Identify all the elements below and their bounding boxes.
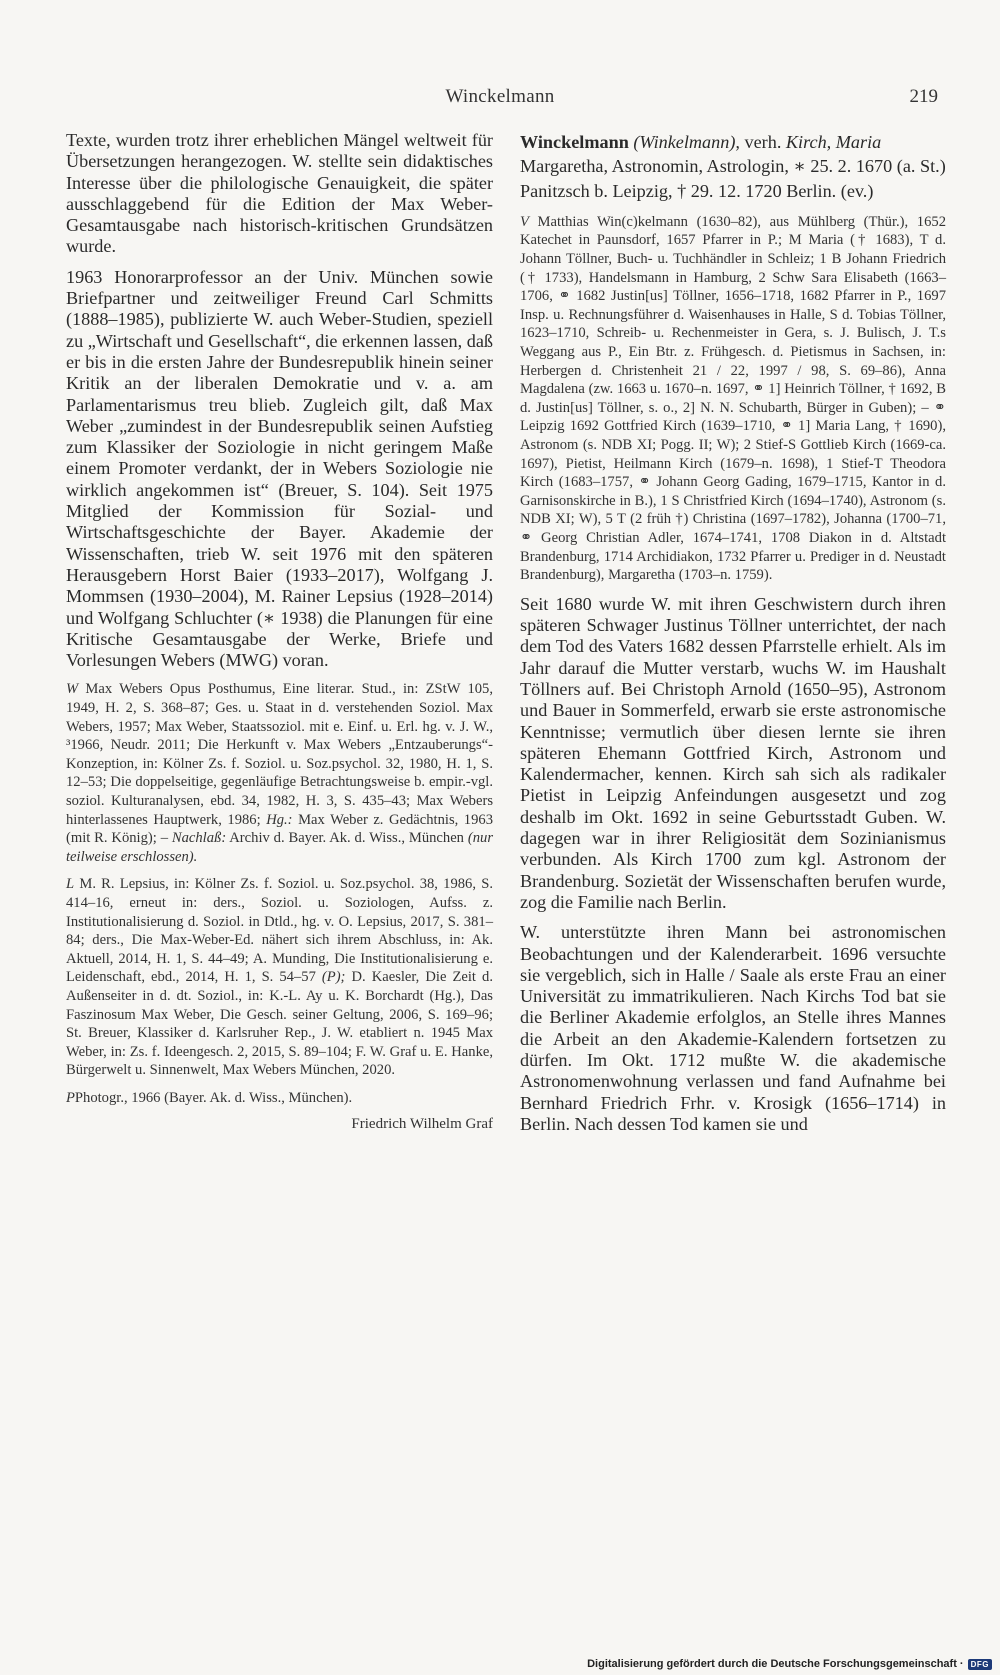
estate-label: Nachlaß: — [171, 830, 227, 847]
entry-name: Winckelmann — [520, 132, 629, 152]
literature-label: L — [66, 876, 75, 893]
literature-text: D. Kaesler, Die Zeit d. Außenseiter in d. dt. Soziol., in: K.-L. Ay u. K. Borchardt (Hg.), Das Faszinosum Max Weber, Die Gesch. seiner Geltung, 2006, S. 169–96; St. Breuer, Klassiker d. Karlsruher Rep., J. W. etabliert n. 1945 Max Weber, in: Zs. f. Ideengesch. 2, 2015, S. 89–104; F. W. Graf u. E. Hanke, Bürgerwelt u. Sinnenwelt, Max Webers München, 2020. — [66, 969, 493, 1079]
editor-text: Max Weber z. Gedächtnis, 1963 (mit R. König); – — [66, 811, 493, 847]
entry-verh: verh. — [744, 132, 782, 152]
portrait-text: Photogr., 1966 (Bayer. Ak. d. Wiss., München). — [74, 1089, 353, 1106]
genealogy-label: V — [520, 213, 529, 230]
genealogy-text: Matthias Win(c)kelmann (1630–82), aus Mühlberg (Thür.), 1652 Katechet in Paunsdorf, 1657 Pfarrer in P.; M Maria († 1683), T d. Johann Töllner, Buch- u. Tuchhändler in Schleiz; 1 B Johann Friedrich († 1733), Handelsmann in Hamburg, 2 Schw Sara Elisabeth (1663–1706, ⚭ 1682 Justin[us] Töllner, 1656–1718, 1682 Pfarrer in P., 1697 Insp. u. Rechnungsführer d. Waisenhauses in Halle, S d. Tobias Töllner, 1623–1710, Schreib- u. Rechenmeister in Gera, s. J. Bulisch, J. T.s Weggang aus P., Ein Btr. z. Frühgesch. d. Pietismus in Sachsen, in: Herbergen d. Christenheit 21 / 22, 1997 / 98, S. 69–86), Anna Magdalena (zw. 1663 u. 1670–n. 1697, ⚭ 1] Heinrich Töllner, † 1692, B d. Justin[us] Töllner, s. o., 2] N. N. Schubarth, Bürger in Guben); – ⚭ Leipzig 1692 Gottfried Kirch (1639–1710, ⚭ 1] Maria Lang, † 1690), Astronom (s. NDB XI; Pogg. II; W); 2 Stief-S Gottlieb Kirch (1669-ca. 1697), Pietist, Heilmann Kirch (1679–n. 1698), 1 Stief-T Theodora Kirch (1683–1757, ⚭ Johann Georg Gading, 1679–1715, Kantor in d. Garnisonskirche in B.), 1 S Christfried Kirch (1694–1740), Astronom (s. NDB XI; W), 5 T (2 früh †) Christina (1697–1782), Johanna (1700–71, ⚭ Georg Christian Adler, 1674–1741, 1708 Diakon in d. Altstadt Brandenburg, 1714 Archidiakon, 1732 Pfarrer u. Prediger in d. Neustadt Brandenburg), Margaretha (1703–n. 1759). — [520, 213, 946, 584]
paragraph: Seit 1680 wurde W. mit ihren Geschwistern durch ihren späteren Schwager Justinus Töllner unterrichtet, der nach dem Tod des Vaters 1682 dessen Pfarrstelle erhielt. Als im Jahr darauf die Mutter verstarb, wuchs W. im Haushalt Töllners auf. Bei Christoph Arnold (1650–95), Astronom und Bauer in Sommerfeld, erwarb sie erste astronomische Kenntnisse; vermutlich über diesen lernte sie ihren späteren Ehemann Gottfried Kirch, Astronom und Kalendermacher, kennen. Kirch sah sich als radikaler Pietist in Leipzig Anfeindungen ausgesetzt und zog deshalb im Okt. 1692 in seine Geburtsstadt Guben. W. dagegen war in ihrer Religiosität dem Sozinianismus verbunden. Als Kirch 1700 zum kgl. Astronom der Brandenburg. Sozietät der Wissenschaften berufen wurde, zog die Familie nach Berlin. — [520, 593, 946, 912]
entry-details: Margaretha, Astronomin, Astrologin, ∗ 25. 2. 1670 (a. St.) Panitzsch b. Leipzig, † 29. 12. 1720 Berlin. (ev.) — [520, 156, 946, 201]
dfg-logo: DFG — [968, 1659, 992, 1670]
digitization-footer — [587, 1658, 992, 1670]
page-number: 219 — [909, 86, 938, 107]
literature-text: M. R. Lepsius, in: Kölner Zs. f. Soziol. u. Soz.psychol. 38, 1986, S. 414–16, erneut in: ders., Soziol. u. Soziologen, Aufss. z. Institutionalisierung d. Soziol. in Dtld., hg. v. O. Lepsius, 2017, S. 381–84; ders., Die Max-Weber-Ed. nähert sich ihrem Abschluss, in: Ak. Aktuell, 2014, H. 1, S. 44–49; A. Munding, Die Institutionalisierung e. Leidenschaft, ebd., 2014, H. 1, S. 54–57 — [66, 876, 493, 986]
portrait-note — [66, 1089, 493, 1108]
genealogy — [520, 213, 946, 585]
portrait-marker: (P); — [321, 969, 346, 986]
editor-label: Hg.: — [266, 811, 293, 828]
running-head: Winckelmann — [445, 86, 555, 107]
portrait-label: P — [66, 1089, 75, 1106]
works-text: Max Webers Opus Posthumus, Eine literar. Stud., in: ZStW 105, 1949, H. 2, S. 368–87; Ges. u. Staat in d. verstehenden Soziol. Max Webers, 1957; Max Weber, Staatssoziol. mit e. Einf. u. Erl. hg. v. J. W., ³1966, Neudr. 2011; Die Herkunft v. Max Webers „Entzauberungs“-Konzeption, in: Kölner Zs. f. Soziol. u. Soz.psychol. 32, 1980, H. 1, S. 12–53; Die doppelseitige, gegenläufige Betrachtungsweise b. empir.-vgl. soziol. Kulturanalysen, ebd. 34, 1982, H. 3, S. 435–43; Max Webers hinterlassenes Hauptwerk, 1986; — [66, 681, 493, 828]
entry-first-name: Maria — [835, 132, 882, 152]
entry-heading — [520, 130, 946, 203]
works-list — [66, 680, 493, 866]
paragraph: Texte, wurden trotz ihrer erheblichen Mängel weltweit für Übersetzungen herangezogen. W. stellte sein didaktisches Interesse über die philologische Genauigkeit, die später ausschlaggebend für die Edition der Max Weber-Gesamtausgabe nach historisch-kritischen Grundsätzen wurde. — [66, 130, 493, 257]
article-author: Friedrich Wilhelm Graf — [351, 1116, 493, 1133]
right-column — [520, 130, 946, 1144]
left-column — [66, 130, 493, 1133]
footer-text: Digitalisierung gefördert durch die Deutsche Forschungsgemeinschaft · — [587, 1658, 964, 1670]
estate-note: (nur teilweise erschlossen). — [66, 830, 493, 865]
estate-text: Archiv d. Bayer. Ak. d. Wiss., München — [229, 830, 464, 847]
entry-married-name: Kirch, — [785, 132, 832, 152]
works-label: W — [66, 681, 79, 698]
literature-list — [66, 875, 493, 1080]
paragraph: W. unterstützte ihren Mann bei astronomischen Beobachtungen und der Kalenderarbeit. 1696 versuchte sie vergeblich, sich in Halle / Saale als erste Frau an einer Universität zu immatrikulieren. Nach Kirchs Tod bat sie die Berliner Akademie erfolglos, an Stelle ihres Mannes die Arbeit an den Akademie-Kalendern fortsetzen zu dürfen. Im Okt. 1712 mußte W. die akademische Astronomenwohnung verlassen und fand Aufnahme bei Bernhard Friedrich Frhr. v. Krosigk (1656–1714) in Berlin. Nach dessen Tod kamen sie und — [520, 922, 946, 1134]
entry-alt-name: (Winkelmann), — [633, 132, 740, 152]
paragraph: 1963 Honorarprofessor an der Univ. München sowie Briefpartner und zeitweiliger Freund Carl Schmitts (1888–1985), publizierte W. auch Weber-Studien, speziell zu „Wirtschaft und Gesellschaft“, die erkennen lassen, daß er bis in die ersten Jahre der Bundesrepublik hinein seiner Kritik an der liberalen Demokratie und v. a. am Parlamentarismus treu blieb. Zugleich gilt, daß Max Weber „zumindest in der Bundesrepublik seinen Aufstieg zum Klassiker der Soziologie in nicht geringem Maße einem Promoter verdankt, der in Webers Soziologie nie wirklich angekommen ist“ (Breuer, S. 104). Seit 1975 Mitglied der Kommission für Sozial- und Wirtschaftsgeschichte der Bayer. Akademie der Wissenschaften, trieb W. seit 1976 mit den späteren Herausgebern Horst Baier (1933–2017), Wolfgang J. Mommsen (1930–2004), M. Rainer Lepsius (1928–2014) und Wolfgang Schluchter (∗ 1938) die Planungen für eine Kritische Gesamtausgabe der Werke, Briefe und Vorlesungen Webers (MWG) voran. — [66, 266, 494, 671]
